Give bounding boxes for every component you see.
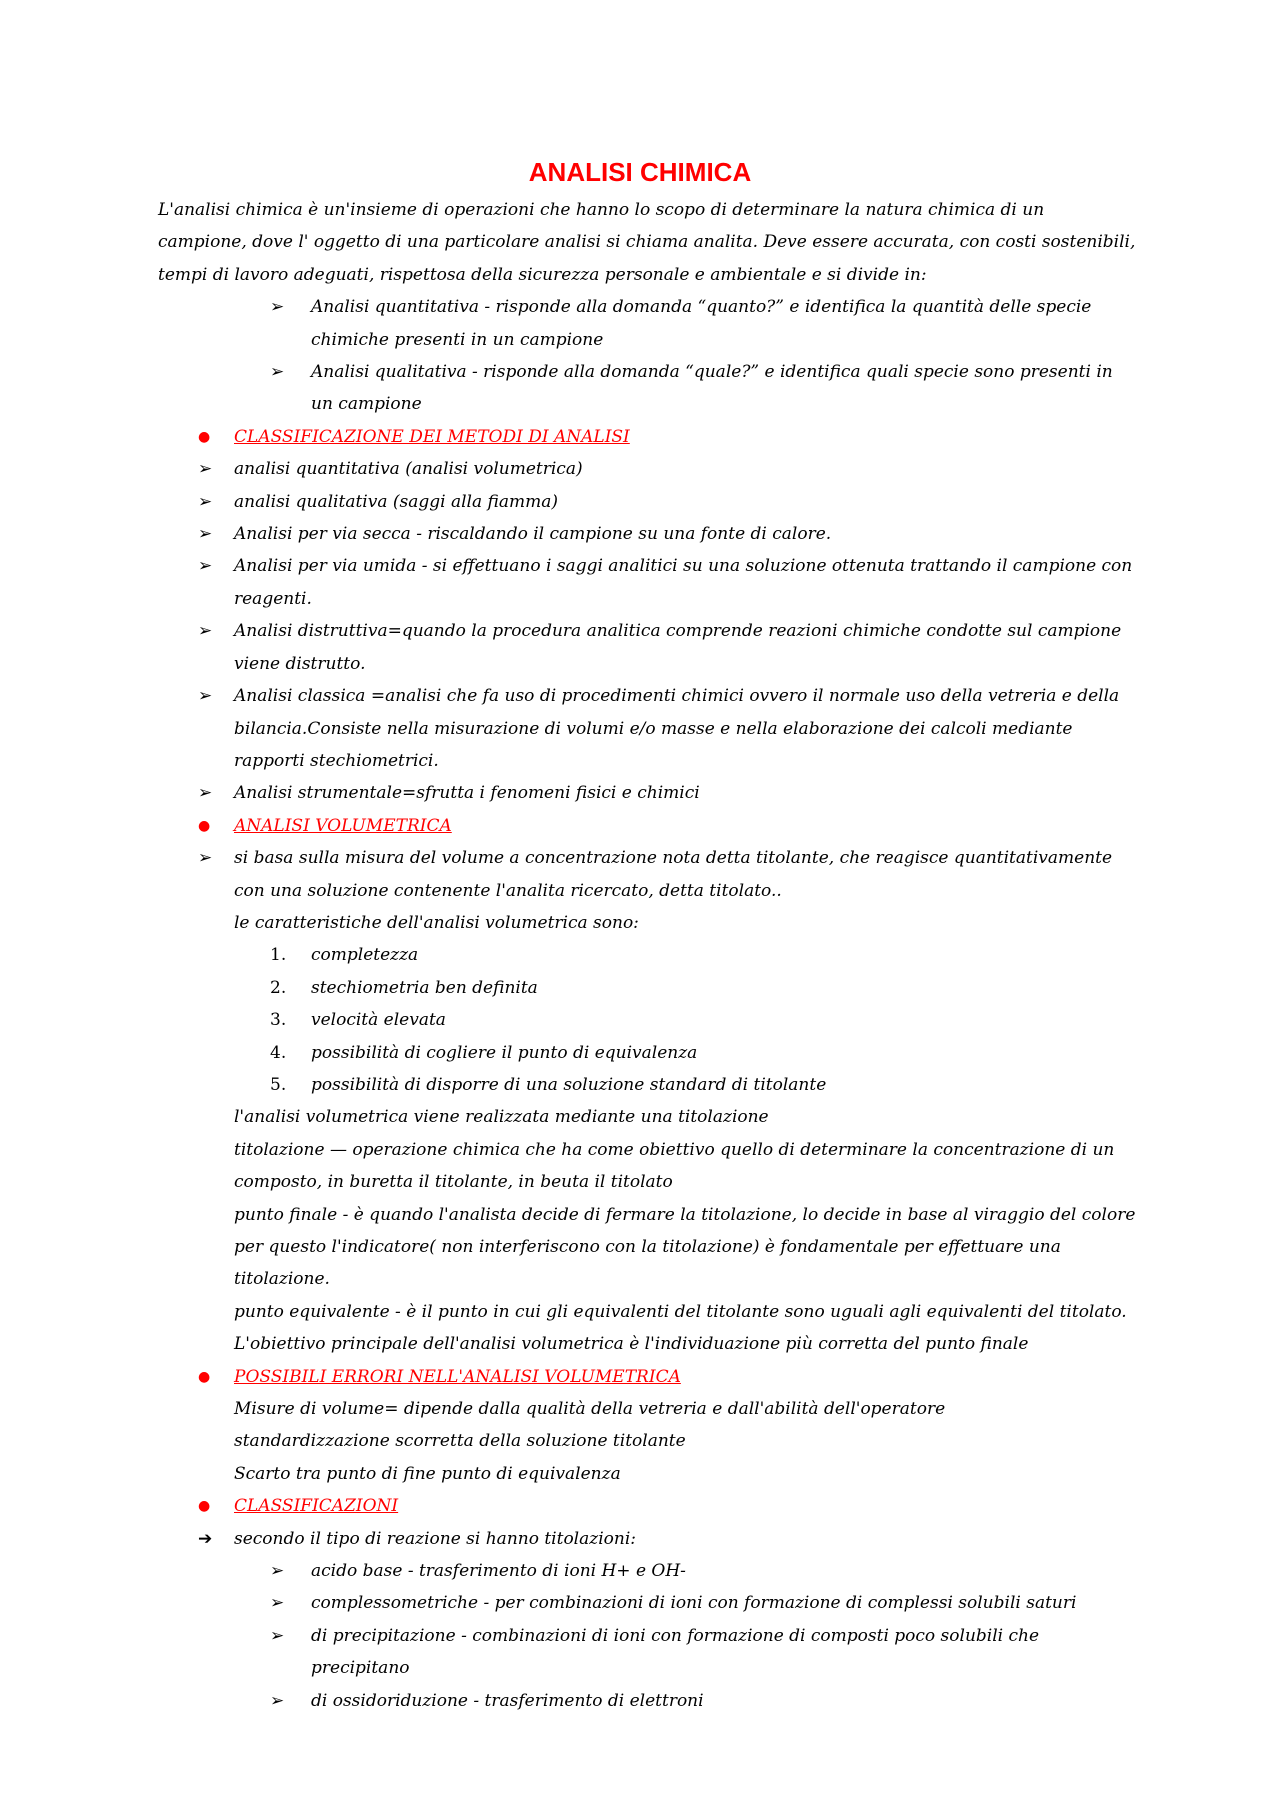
- paragraph: L'obiettivo principale dell'analisi volumetrica è l'individuazione più corretta del punto finale: [234, 1334, 1029, 1355]
- paragraph: l'analisi volumetrica viene realizzata mediante una titolazione: [234, 1107, 769, 1128]
- paragraph: Misure di volume= dipende dalla qualità della vetreria e dall'abilità dell'operatore: [234, 1399, 946, 1420]
- arrowhead-bullet-icon: ➢: [198, 556, 213, 577]
- list-item: ➢ Analisi strumentale=sfrutta i fenomeni fisici e chimici: [158, 777, 1138, 809]
- paragraph: standardizzazione scorretta della soluzione titolante: [234, 1431, 686, 1452]
- arrowhead-bullet-icon: ➢: [270, 1561, 285, 1582]
- arrowhead-bullet-icon: ➢: [270, 362, 285, 383]
- section-heading: ● CLASSIFICAZIONI: [158, 1490, 1138, 1522]
- arrowhead-bullet-icon: ➢: [198, 524, 213, 545]
- section-heading: ● CLASSIFICAZIONE DEI METODI DI ANALISI: [158, 421, 1138, 453]
- list-item: ➢ Analisi per via secca - riscaldando il campione su una fonte di calore.: [158, 518, 1138, 550]
- arrowhead-bullet-icon: ➢: [198, 459, 213, 480]
- list-item: ➢ Analisi per via umida - si effettuano i saggi analitici su una soluzione ottenuta trattando il campione con reagenti.: [158, 550, 1138, 615]
- list-item: ➢ Analisi quantitativa - risponde alla domanda “quanto?” e identifica la quantità delle specie chimiche presenti in un campione: [158, 291, 1138, 356]
- bullet-icon: ●: [198, 1368, 211, 1385]
- arrowhead-bullet-icon: ➢: [198, 783, 213, 804]
- intro-paragraph: L'analisi chimica è un'insieme di operazioni che hanno lo scopo di determinare la natura chimica di un campione, dove l' oggetto di una particolare analisi si chiama analita. Deve essere accurata, con costi sostenibili, tempi di lavoro adeguati, rispettosa della sicurezza personale e ambientale e si divide in:: [158, 200, 1136, 285]
- characteristics-label: le caratteristiche dell'analisi volumetrica sono:: [234, 912, 639, 933]
- paragraph: punto finale - è quando l'analista decide di fermare la titolazione, lo decide in base al viraggio del colore per questo l'indicatore( non interferiscono con la titolazione) è fondamentale per effettuare una titolazione.: [234, 1204, 1136, 1290]
- paragraph: punto equivalente - è il punto in cui gli equivalenti del titolante sono uguali agli equivalenti del titolato.: [234, 1301, 1127, 1322]
- arrowhead-bullet-icon: ➢: [270, 297, 285, 318]
- numbered-item: 4. possibilità di cogliere il punto di equivalenza: [158, 1037, 1138, 1069]
- arrowhead-bullet-icon: ➢: [270, 1625, 285, 1646]
- list-item: ➢ Analisi qualitativa - risponde alla domanda “quale?” e identifica quali specie sono presenti in un campione: [158, 356, 1138, 421]
- list-item: ➢ Analisi distruttiva=quando la procedura analitica comprende reazioni chimiche condotte sul campione viene distrutto.: [158, 615, 1138, 680]
- list-item: ➢ di ossidoriduzione - trasferimento di elettroni: [158, 1685, 1138, 1717]
- document-body: [158, 194, 1138, 1717]
- arrow-bullet-icon: ➔: [198, 1528, 213, 1549]
- bullet-icon: ●: [198, 428, 211, 445]
- section-heading: ● ANALISI VOLUMETRICA: [158, 810, 1138, 842]
- list-item: ➔ secondo il tipo di reazione si hanno titolazioni:: [158, 1523, 1138, 1555]
- numbered-item: 3. velocità elevata: [158, 1004, 1138, 1036]
- list-number: 4.: [270, 1042, 287, 1063]
- section-heading: ● POSSIBILI ERRORI NELL'ANALISI VOLUMETRICA: [158, 1361, 1138, 1393]
- list-item: ➢ analisi quantitativa (analisi volumetrica): [158, 453, 1138, 485]
- list-item: ➢ si basa sulla misura del volume a concentrazione nota detta titolante, che reagisce quantitativamente con una soluzione contenente l'analita ricercato, detta titolato..: [158, 842, 1138, 907]
- list-item: ➢ analisi qualitativa (saggi alla fiamma): [158, 486, 1138, 518]
- numbered-item: 2. stechiometria ben definita: [158, 972, 1138, 1004]
- numbered-item: 1. completezza: [158, 939, 1138, 971]
- arrowhead-bullet-icon: ➢: [198, 491, 213, 512]
- arrowhead-bullet-icon: ➢: [270, 1690, 285, 1711]
- arrowhead-bullet-icon: ➢: [198, 621, 213, 642]
- list-number: 1.: [270, 945, 287, 966]
- list-number: 5.: [270, 1074, 287, 1095]
- list-number: 3.: [270, 1010, 287, 1031]
- bullet-icon: ●: [198, 817, 211, 834]
- arrowhead-bullet-icon: ➢: [270, 1593, 285, 1614]
- bullet-icon: ●: [198, 1498, 211, 1515]
- list-item: ➢ complessometriche - per combinazioni di ioni con formazione di complessi solubili saturi: [158, 1587, 1138, 1619]
- paragraph: Scarto tra punto di fine punto di equivalenza: [234, 1463, 621, 1484]
- page-title: ANALISI CHIMICA: [528, 157, 752, 187]
- list-item: ➢ di precipitazione - combinazioni di ioni con formazione di composti poco solubili che precipitano: [158, 1620, 1138, 1685]
- paragraph: titolazione — operazione chimica che ha come obiettivo quello di determinare la concentrazione di un composto, in buretta il titolante, in beuta il titolato: [234, 1139, 1115, 1193]
- list-item: ➢ acido base - trasferimento di ioni H+ e OH-: [158, 1555, 1138, 1587]
- list-item: ➢ Analisi classica =analisi che fa uso di procedimenti chimici ovvero il normale uso della vetreria e della bilancia.Consiste nella misurazione di volumi e/o masse e nella elaborazione dei calcoli mediante rapporti stechiometrici.: [158, 680, 1138, 777]
- arrowhead-bullet-icon: ➢: [198, 848, 213, 869]
- list-number: 2.: [270, 977, 287, 998]
- arrowhead-bullet-icon: ➢: [198, 686, 213, 707]
- numbered-item: 5. possibilità di disporre di una soluzione standard di titolante: [158, 1069, 1138, 1101]
